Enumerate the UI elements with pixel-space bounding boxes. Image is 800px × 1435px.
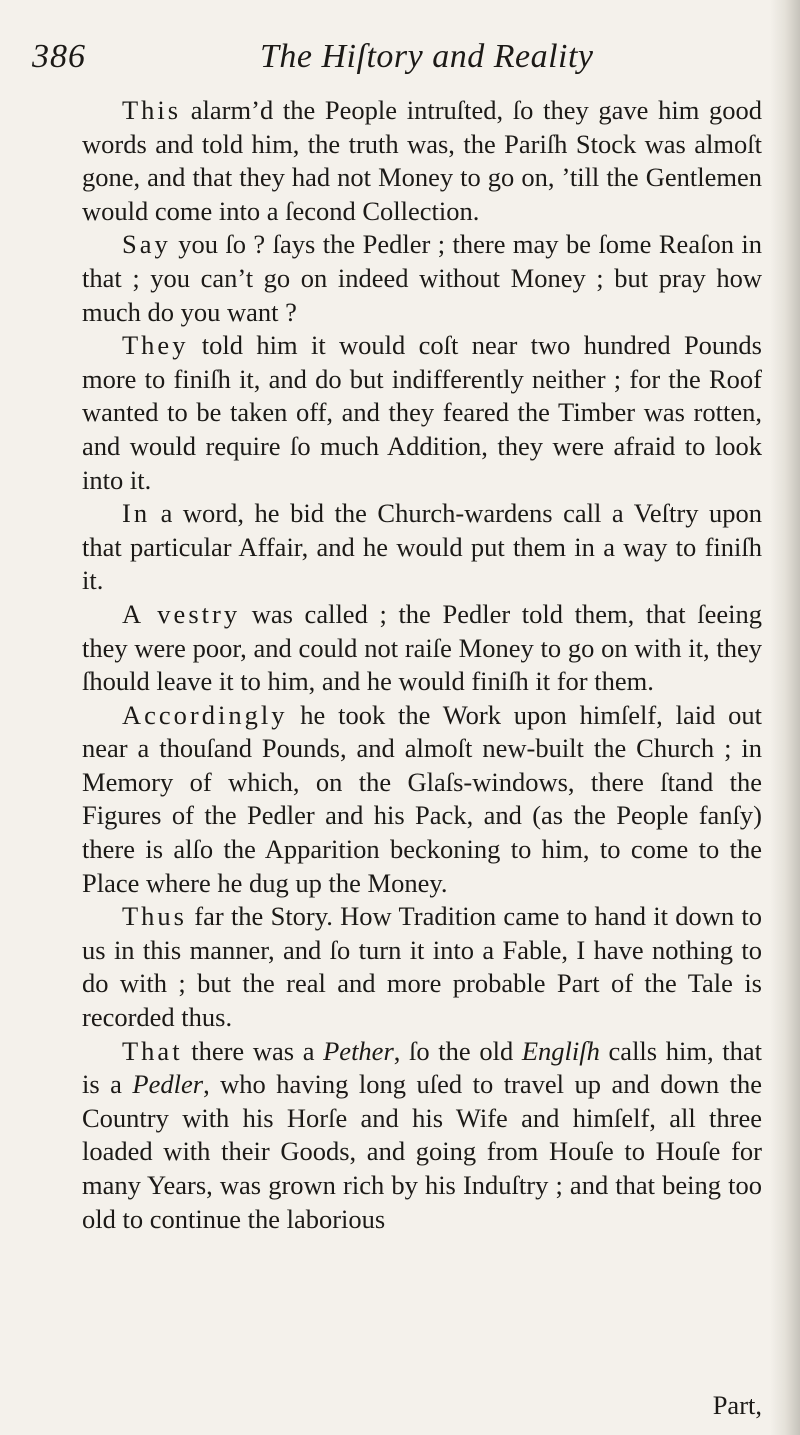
italic-word: Pether	[323, 1035, 394, 1066]
paragraph-lead: Accordingly	[122, 699, 288, 730]
paragraph-text: you ſo ? ſays the Pedler ; there may be ſome Reaſon in that ; you can’t go on indeed without Money ; but pray how much do you want ?	[82, 229, 762, 327]
running-title: The Hiſtory and Reality	[260, 38, 594, 75]
paragraph	[82, 228, 762, 329]
paragraph-text: far the Story. How Tradition came to hand it down to us in this manner, and ſo turn it into a Fable, I have nothing to do with ; but the real and more probable Part of the Tale is recorded thus.	[82, 901, 762, 1033]
paragraph-lead: Thus	[122, 901, 187, 932]
paragraph	[82, 94, 762, 228]
catchword: Part,	[712, 1390, 762, 1420]
paragraph-text: there was a	[182, 1035, 324, 1066]
paragraph-lead: This	[122, 95, 182, 125]
paragraph-text: told him it would coſt near two hundred Pounds more to finiſh it, and do but indifferently neither ; for the Roof wanted to be taken off, and they feared the Timber was rotten, and would require ſo much Addition, they were afraid to look into it.	[82, 330, 762, 495]
italic-word: Engliſh	[521, 1035, 600, 1066]
page-number: 386	[32, 38, 86, 75]
paragraph-lead: That	[122, 1035, 183, 1066]
body-text	[82, 94, 762, 1236]
paragraph	[82, 900, 762, 1034]
paragraph	[82, 497, 762, 598]
page-header	[28, 38, 768, 88]
paragraph	[82, 1035, 762, 1237]
paragraph-text: calls him, that is a	[82, 1035, 762, 1100]
paragraph-text: alarm’d the People intruſted, ſo they gave him good words and told him, the truth was, the Pariſh Stock was almoſt gone, and that they had not Money to go on, ’till the Gentlemen would come into a ſecond Collection.	[82, 95, 762, 226]
paragraph-text: he took the Work upon himſelf, laid out near a thouſand Pounds, and almoſt new-built the Church ; in Memory of which, on the Glaſs-windows, there ſtand the Figures of the Pedler and his Pack, and (as the People fanſy) there is alſo the Apparition beckoning to him, to come to the Place where he dug up the Money.	[82, 699, 762, 898]
paragraph-lead: They	[122, 330, 189, 361]
paragraph-lead: A vestry	[122, 598, 241, 629]
paragraph-lead: In	[122, 498, 151, 529]
paragraph-text: a word, he bid the Church-wardens call a Veſtry upon that particular Affair, and he would put them in a way to finiſh it.	[82, 498, 762, 596]
italic-word: Pedler	[132, 1069, 204, 1100]
paragraph-text: was called ; the Pedler told them, that ſeeing they were poor, and could not raiſe Money to go on with it, they ſhould leave it to him, and he would finiſh it for them.	[82, 598, 763, 697]
paragraph	[82, 329, 762, 497]
paragraph-text: , who having long uſed to travel up and down the Country with his Horſe and his Wife and himſelf, all three loaded with their Goods, and going from Houſe to Houſe for many Years, was grown rich by his Induſtry ; and that being too old to continue the laborious	[82, 1069, 763, 1234]
paragraph	[82, 699, 762, 901]
paragraph-text: , ſo the old	[393, 1035, 522, 1066]
paragraph-lead: Say	[122, 229, 171, 260]
paragraph	[82, 598, 762, 699]
